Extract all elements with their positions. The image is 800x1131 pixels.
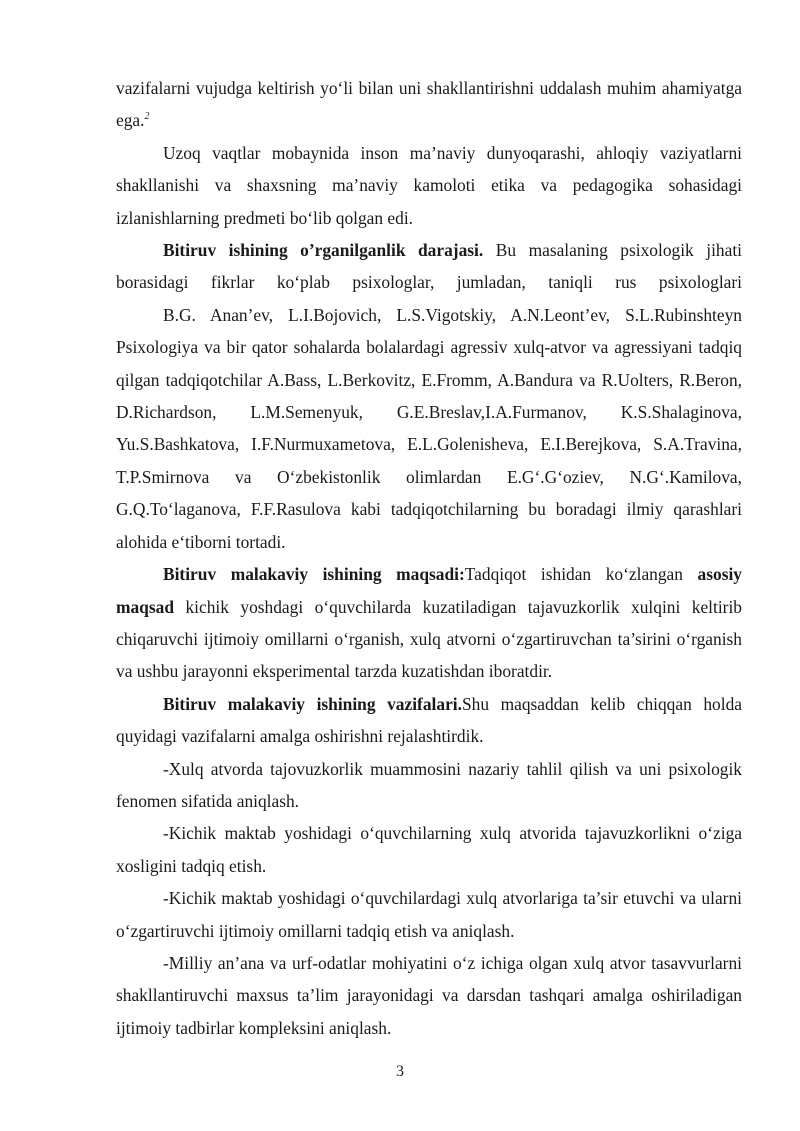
- paragraph-text: kichik yoshdagi o‘quvchilarda kuzatiladigan tajavuzkorlik xulqini keltirib chiqaruvchi ijtimoiy omillarni o‘rganish, xulq atvorni o‘zgartiruvchan ta’sirini o‘rganish va ushbu jarayonni eksperimental tarzda kuzatishdan iboratdir.: [116, 596, 742, 682]
- paragraph-text: -Milliy an’ana va urf-odatlar mohiyatini o‘z ichiga olgan xulq atvor tasavvurlarni shakllantiruvchi maxsus ta’lim jarayonidagi va darsdan tashqari amalga oshiriladigan ijtimoiy tadbirlar kompleksini aniqlash.: [116, 952, 742, 1038]
- paragraph-study-degree: [116, 234, 742, 299]
- section-heading-goal: Bitiruv malakaviy ishining maqsadi:: [163, 564, 465, 585]
- paragraph-text: Uzoq vaqtlar mobaynida inson ma’naviy dunyoqarashi, ahloqiy vaziyatlarni shakllanishi va shaxsning ma’naviy kamoloti etika va pedagogika sohasidagi izlanishlarning predmeti bo‘lib qolgan edi.: [116, 142, 742, 228]
- paragraph-text: -Kichik maktab yoshidagi o‘quvchilarning xulq atvorida tajavuzkorlikni o‘ziga xosligini tadqiq etish.: [116, 823, 742, 876]
- paragraph-continuation: [116, 72, 742, 137]
- paragraph-text: -Kichik maktab yoshidagi o‘quvchilardagi xulq atvorlariga ta’sir etuvchi va ularni o‘zgartiruvchi ijtimoiy omillarni tadqiq etish va aniqlash.: [116, 888, 742, 941]
- paragraph-researchers: [116, 299, 742, 558]
- paragraph-text: Shu maqsaddan kelib chiqqan holda quyidagi vazifalarni amalga oshirishni rejalashtirdik.: [116, 693, 742, 747]
- emphasis-main-goal: asosiy maqsad: [116, 564, 742, 617]
- footnote-reference[interactable]: 2: [144, 111, 150, 123]
- paragraph-text: -Xulq atvorda tajovuzkorlik muammosini nazariy tahlil qilish va uni psixologik fenomen sifatida aniqlash.: [116, 758, 742, 811]
- page-body: [116, 72, 742, 1044]
- section-heading-tasks: Bitiruv malakaviy ishining vazifalari.: [163, 693, 462, 714]
- paragraph-moral-worldview: [116, 137, 742, 234]
- paragraph-text: Tadqiqot ishidan ko‘zlangan: [464, 564, 698, 585]
- paragraph-text: Bu masalaning psixologik jihati borasidagi fikrlar ko‘plab psixologlar, jumladan, taniqli rus psixologlari: [116, 240, 743, 293]
- task-item-3: [116, 882, 742, 947]
- page-number: 3: [396, 1063, 404, 1080]
- paragraph-tasks: [116, 688, 742, 753]
- task-item-4: [116, 947, 742, 1044]
- task-item-1: [116, 753, 742, 818]
- paragraph-text: B.G. Anan’ev, L.I.Bojovich, L.S.Vigotskiy, A.N.Leont’ev, S.L.Rubinshteyn Psixologiya va bir qator sohalarda bolalardagi agressiv xulq-atvor va agressiyani tadqiq qilgan tadqiqotchilar A.Bass, L.Berkovitz, E.Fromm, A.Bandura va R.Uolters, R.Beron, D.Richardson, L.M.Semenyuk, G.E.Breslav,I.A.Furmanov, K.S.Shalaginova, Yu.S.Bashkatova, I.F.Nurmuxametova, E.L.Golenisheva, E.I.Berejkova, S.A.Travina, T.P.Smirnova va O‘zbekistonlik olimlardan E.G‘.G‘oziev, N.G‘.Kamilova, G.Q.To‘laganova, F.F.Rasulova kabi tadqiqotchilarning bu boradagi ilmiy qarashlari alohida e‘tiborni tortadi.: [116, 304, 742, 552]
- section-heading-study-degree: Bitiruv ishining o’rganilganlik darajasi.: [163, 240, 484, 261]
- task-item-2: [116, 817, 742, 882]
- paragraph-goal: [116, 558, 742, 688]
- paragraph-text: vazifalarni vujudga keltirish yo‘li bilan uni shakllantirishni uddalash muhim ahamiyatga ega.: [116, 78, 742, 131]
